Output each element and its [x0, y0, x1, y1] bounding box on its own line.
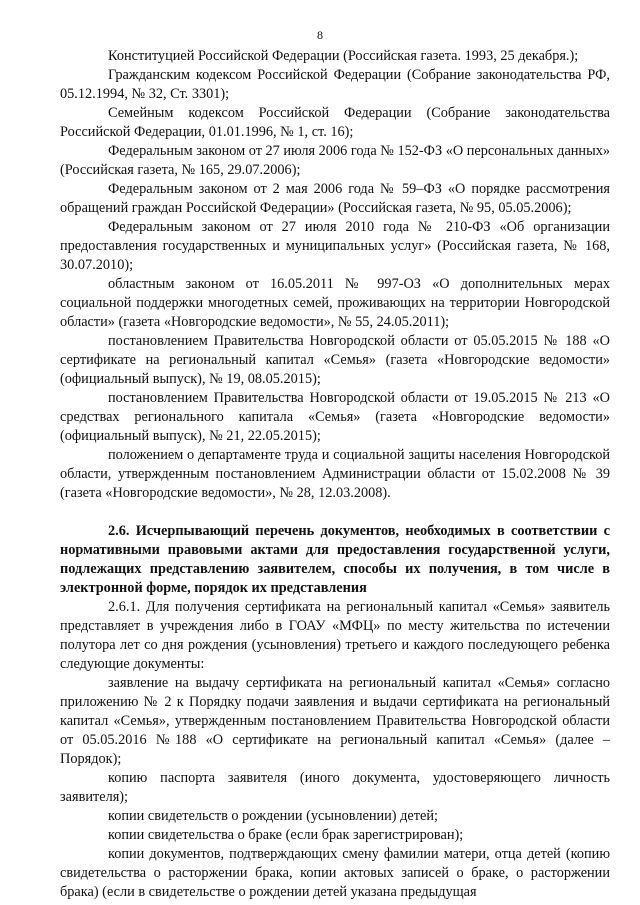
document-body — [60, 47, 610, 902]
document-list-item: копии свидетельств о рождении (усыновлении) детей; — [108, 808, 438, 824]
legal-basis-item: областным законом от 16.05.2011 № 997-ОЗ «О дополнительных мерах социальной поддержки многодетных семей, проживающих на территории Новгородской области» (газета «Новгородские ведомости», № 55, 24.05.2011); — [60, 276, 610, 330]
section-heading: 2.6. Исчерпывающий перечень документов, необходимых в соответствии с нормативными правовыми актами для предоставления государственной услуги, подлежащих представлению заявителем, способы их получения, в том числе в электронной форме, порядок их представления — [60, 523, 610, 596]
legal-basis-item: Федеральным законом от 27 июля 2010 года № 210-ФЗ «Об организации предоставления государственных и муниципальных услуг» (Российская газета, № 168, 30.07.2010); — [60, 219, 610, 273]
legal-basis-item: Гражданским кодексом Российской Федерации (Собрание законодательства РФ, 05.12.1994, № 32, Ст. 3301); — [60, 67, 610, 102]
document-list-item: копию паспорта заявителя (иного документа, удостоверяющего личность заявителя); — [60, 770, 610, 805]
legal-basis-item: Семейным кодексом Российской Федерации (Собрание законодательства Российской Федерации, 01.01.1996, № 1, ст. 16); — [60, 105, 610, 140]
legal-basis-item: постановлением Правительства Новгородской области от 19.05.2015 № 213 «О средствах регионального капитала «Семья» (газета «Новгородские ведомости» (официальный выпуск), № 21, 22.05.2015); — [60, 390, 610, 444]
section-paragraph: 2.6.1. Для получения сертификата на региональный капитал «Семья» заявитель представляет в учреждения либо в ГОАУ «МФЦ» по месту жительства по истечении полутора лет со дня рождения (усыновления) третьего и каждого последующего ребенка следующие документы: — [60, 599, 610, 672]
legal-basis-item: положением о департаменте труда и социальной защиты населения Новгородской области, утвержденным постановлением Администрации области от 15.02.2008 № 39 (газета «Новгородские ведомости», № 28, 12.03.2008). — [60, 447, 610, 501]
page-number: 8 — [317, 28, 323, 42]
legal-basis-item: постановлением Правительства Новгородской области от 05.05.2015 № 188 «О сертификате на региональный капитал «Семья» (газета «Новгородские ведомости» (официальный выпуск), № 19, 08.05.2015); — [60, 333, 610, 387]
legal-basis-item: Конституцией Российской Федерации (Российская газета. 1993, 25 декабря.); — [108, 48, 579, 64]
document-list-item: копии свидетельства о браке (если брак зарегистрирован); — [108, 827, 464, 843]
legal-basis-item: Федеральным законом от 27 июля 2006 года № 152-ФЗ «О персональных данных» (Российская газета, № 165, 29.07.2006); — [60, 143, 610, 178]
document-list-item: копии документов, подтверждающих смену фамилии матери, отца детей (копию свидетельства о расторжении брака, копии актовых записей о браке, о расторжении брака) (если в свидетельстве о рождении детей указана предыдущая — [60, 846, 610, 900]
document-list-item: заявление на выдачу сертификата на региональный капитал «Семья» согласно приложению № 2 к Порядку подачи заявления и выдачи сертификата на региональный капитал «Семья», утвержденным постановлением Правительства Новгородской области от 05.05.2016 №188 «О сертификате на региональный капитал «Семья» (далее – Порядок); — [60, 675, 610, 767]
legal-basis-item: Федеральным законом от 2 мая 2006 года № 59–ФЗ «О порядке рассмотрения обращений граждан Российской Федерации» (Российская газета, № 95, 05.05.2006); — [60, 181, 610, 216]
